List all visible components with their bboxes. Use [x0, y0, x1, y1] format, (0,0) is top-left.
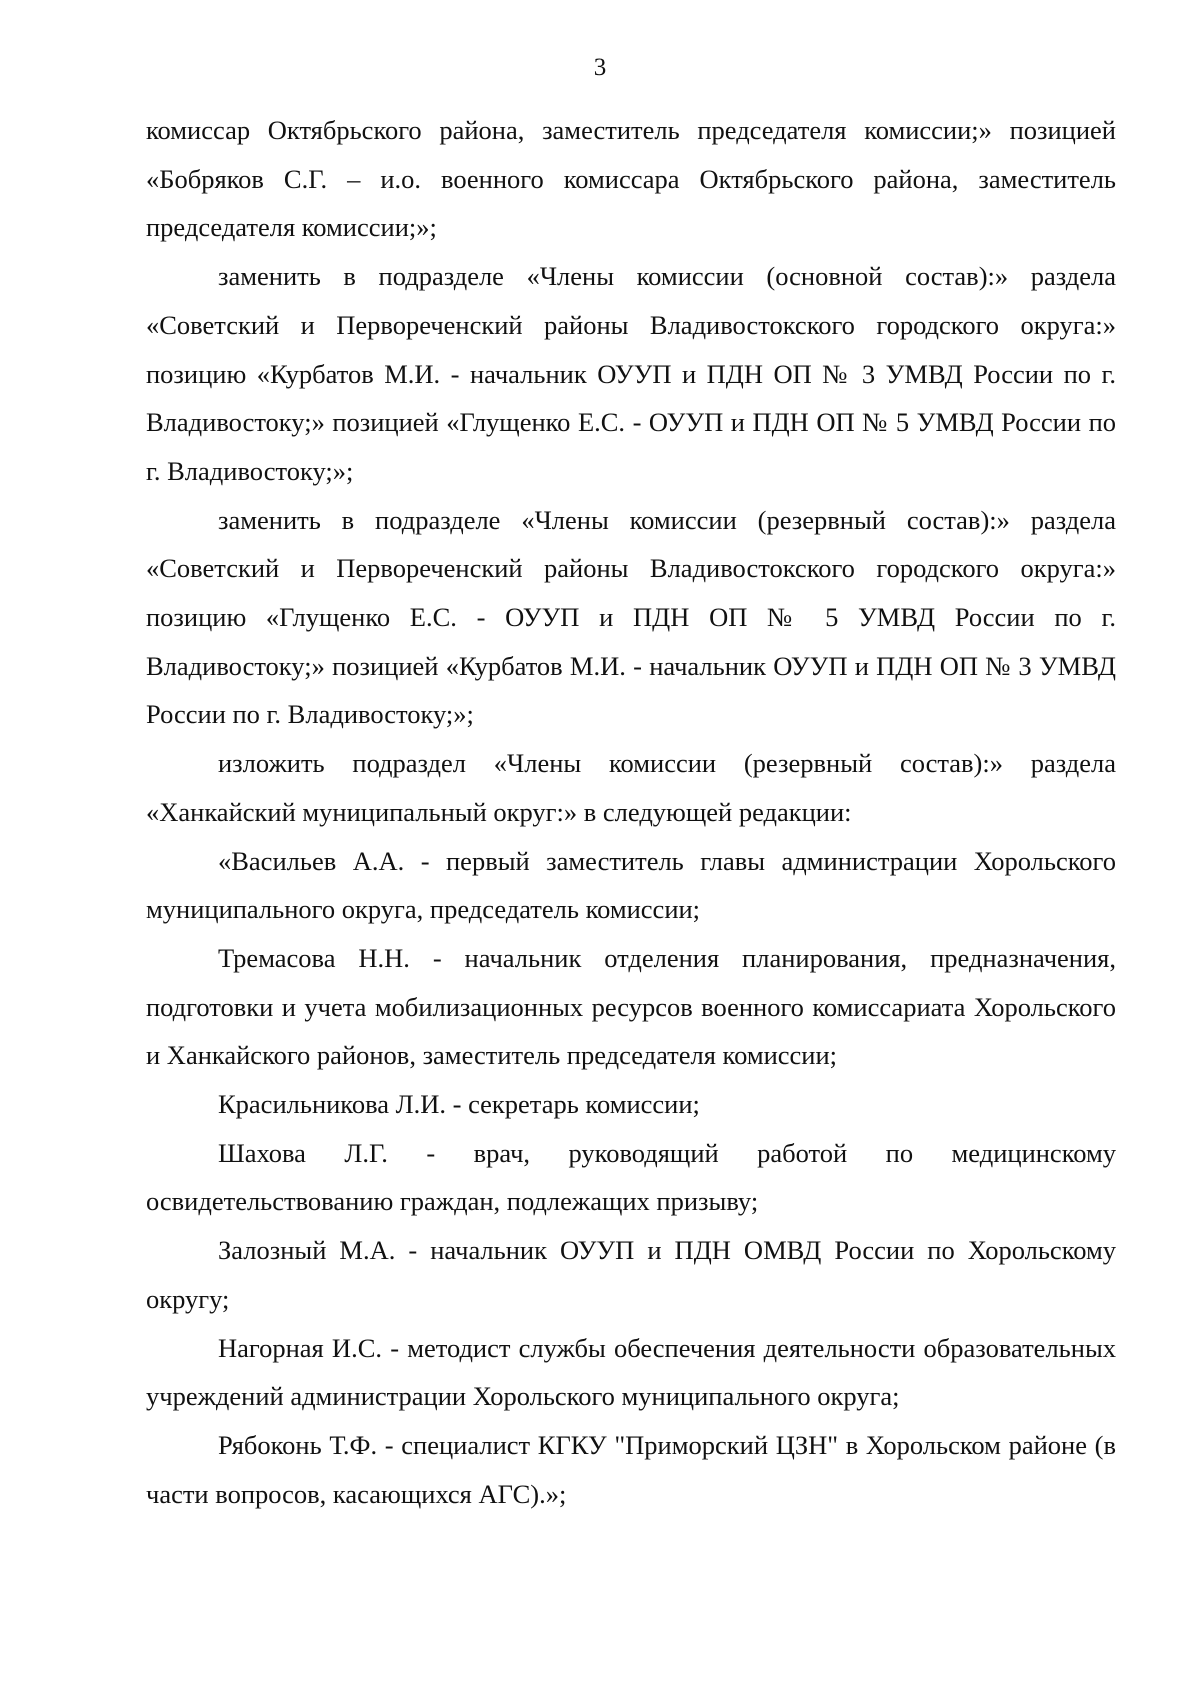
member-tremasova: Тремасова Н.Н. - начальник отделения планирования, предназначения, подготовки и учета мобилизационных ресурсов военного комиссариата Хорольского и Ханкайского районов, заместитель председателя комиссии;	[146, 942, 1116, 1071]
member-nagornaya: Нагорная И.С. - методист службы обеспечения деятельности образовательных учреждений администрации Хорольского муниципального округа;	[146, 1332, 1116, 1412]
document-body	[146, 106, 1116, 1518]
page-number: 3	[593, 54, 607, 81]
member-vasiliev: «Васильев А.А. - первый заместитель главы администрации Хорольского муниципального округа, председатель комиссии;	[146, 845, 1116, 925]
paragraph-restate-subsection: изложить подраздел «Члены комиссии (резервный состав):» раздела «Ханкайский муниципальный округ:» в следующей редакции:	[146, 748, 1116, 827]
member-krasilnikova: Красильникова Л.И. - секретарь комиссии;	[218, 1089, 700, 1120]
paragraph-replace-main: заменить в подразделе «Члены комиссии (основной состав):» раздела «Советский и Первореченский районы Владивостокского городского округа:» позицию «Курбатов М.И. - начальник ОУУП и ПДН ОП № 3 УМВД России по г. Владивостоку;» позицией «Глущенко Е.С. - ОУУП и ПДН ОП № 5 УМВД России по г. Владивостоку;»;	[146, 261, 1116, 486]
member-shakhova: Шахова Л.Г. - врач, руководящий работой по медицинскому освидетельствованию граждан, подлежащих призыву;	[146, 1137, 1116, 1217]
member-ryabokon: Рябоконь Т.Ф. - специалист КГКУ "Приморский ЦЗН" в Хорольском районе (в части вопросов, касающихся АГС).»;	[146, 1429, 1116, 1509]
paragraph-replace-reserve: заменить в подразделе «Члены комиссии (резервный состав):» раздела «Советский и Первореченский районы Владивостокского городского округа:» позицию «Глущенко Е.С. - ОУУП и ПДН ОП № 5 УМВД России по г. Владивостоку;» позицией «Курбатов М.И. - начальник ОУУП и ПДН ОП № 3 УМВД России по г. Владивостоку;»;	[146, 504, 1116, 730]
member-zaloznyi: Залозный М.А. - начальник ОУУП и ПДН ОМВД России по Хорольскому округу;	[146, 1235, 1116, 1314]
paragraph-continuation: комиссар Октябрьского района, заместитель председателя комиссии;» позицией «Бобряков С.Г. – и.о. военного комиссара Октябрьского района, заместитель председателя комиссии;»;	[146, 115, 1116, 243]
